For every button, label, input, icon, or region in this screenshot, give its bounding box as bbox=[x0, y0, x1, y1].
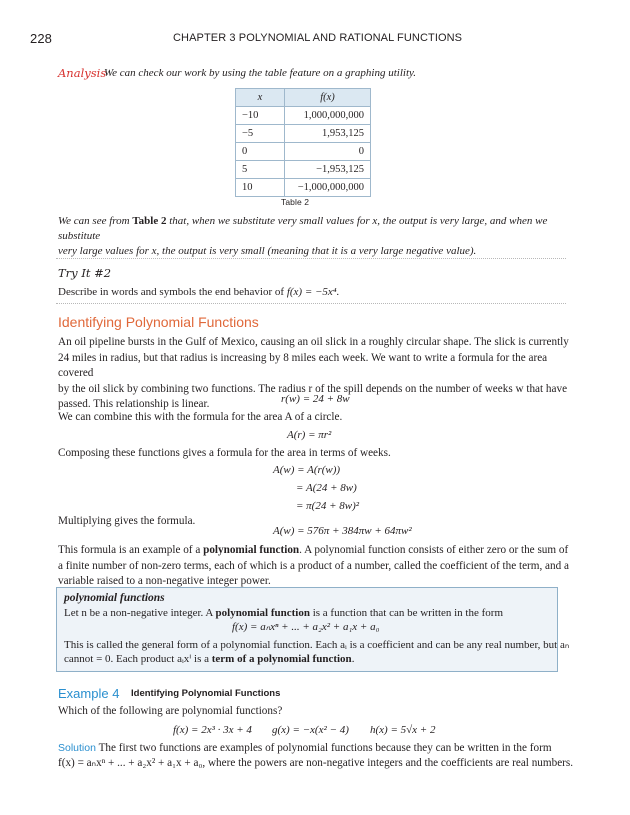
equation-composition-3: = π(24 + 8w)² bbox=[296, 500, 360, 512]
table-caption: Table 2 bbox=[281, 197, 310, 207]
try-it-formula: f(x) = −5x⁴. bbox=[286, 286, 340, 298]
try-it-text bbox=[58, 285, 339, 300]
table-header-row bbox=[236, 89, 371, 107]
analysis-label: Analysis bbox=[58, 66, 107, 80]
definition-text: Let n be a non-negative integer. A bbox=[64, 607, 216, 619]
paragraph-multiply: Multiplying gives the formula. bbox=[58, 515, 196, 527]
paragraph-line: 24 miles in radius, but that radius is increasing by 8 miles each week. We want to write a formula for the area covered bbox=[58, 351, 548, 380]
example-title: Identifying Polynomial Functions bbox=[131, 688, 281, 699]
conclusion-line2: very large values for x, the output is very small (meaning that it is a very large negative value). bbox=[58, 245, 477, 257]
analysis-text: We can check our work by using the table feature on a graphing utility. bbox=[104, 67, 417, 79]
conclusion-text bbox=[58, 214, 578, 259]
term-polynomial-function: polynomial function bbox=[203, 544, 300, 556]
function-h: h(x) = 5√x + 2 bbox=[370, 724, 436, 736]
paragraph-line: passed. This relationship is linear. bbox=[58, 398, 210, 411]
table-header-fx: f(x) bbox=[285, 89, 371, 107]
conclusion-post: that, when we substitute very small values for x, the output is very large, and when we substitute bbox=[58, 215, 548, 242]
equation-expanded: A(w) = 576π + 384πw + 64πw² bbox=[273, 525, 412, 537]
try-it-prompt: Describe in words and symbols the end behavior of bbox=[58, 286, 287, 298]
paragraph-compose: Composing these functions gives a formula for the area in terms of weeks. bbox=[58, 447, 391, 459]
example-question: Which of the following are polynomial functions? bbox=[58, 705, 283, 717]
paragraph-line: variable raised to a non-negative integer power. bbox=[58, 575, 271, 588]
paragraph-area-intro: We can combine this with the formula for the area A of a circle. bbox=[58, 411, 343, 423]
example-label: Example 4 bbox=[58, 686, 120, 701]
equation-radius: r(w) = 24 + 8w bbox=[281, 393, 350, 405]
conclusion-pre: We can see from bbox=[58, 215, 133, 227]
paragraph-line: An oil pipeline bursts in the Gulf of Mexico, causing an oil slick in a roughly circular shape. The slick is currently bbox=[58, 336, 569, 348]
solution-line-2: f(x) = aₙxⁿ + ... + a₂x² + a₁x + a₀, where the powers are non-negative integers and the coefficients are real numbers. bbox=[58, 757, 574, 769]
table-cell-fx: 1,000,000,000 bbox=[285, 107, 371, 125]
term-polynomial-function: polynomial function bbox=[215, 607, 310, 619]
table-row bbox=[236, 161, 371, 179]
definition-line-1 bbox=[64, 606, 503, 621]
definition-line-3 bbox=[64, 652, 354, 667]
table-header-x: x bbox=[236, 89, 285, 107]
divider bbox=[56, 303, 566, 304]
table-row bbox=[236, 179, 371, 197]
divider bbox=[56, 258, 566, 259]
table-cell-x: −5 bbox=[236, 125, 285, 143]
chapter-title: CHAPTER 3 POLYNOMIAL AND RATIONAL FUNCTIONS bbox=[173, 32, 463, 44]
function-f: f(x) = 2x³ · 3x + 4 bbox=[173, 724, 252, 736]
table-cell-fx: 0 bbox=[285, 143, 371, 161]
table-cell-x: −10 bbox=[236, 107, 285, 125]
function-g: g(x) = −x(x² − 4) bbox=[272, 724, 349, 736]
table-cell-x: 10 bbox=[236, 179, 285, 197]
table-row bbox=[236, 143, 371, 161]
solution-text: The first two functions are examples of polynomial functions because they can be written in the form bbox=[98, 742, 552, 754]
table-reference: Table 2 bbox=[132, 215, 167, 227]
solution-label: Solution bbox=[58, 742, 96, 754]
equation-area-circle: A(r) = πr² bbox=[287, 429, 332, 441]
table-cell-fx: 1,953,125 bbox=[285, 125, 371, 143]
definition-line-2: This is called the general form of a polynomial function. Each aᵢ is a coefficient and can be any real number, but aₙ bbox=[64, 639, 570, 651]
table-row bbox=[236, 125, 371, 143]
try-it-label: Try It #2 bbox=[58, 266, 112, 280]
table-cell-x: 5 bbox=[236, 161, 285, 179]
equation-composition-1: A(w) = A(r(w)) bbox=[273, 464, 341, 476]
definition-formula: f(x) = aₙxⁿ + ... + a₂x² + a₁x + a₀ bbox=[232, 621, 380, 633]
table-cell-fx: −1,953,125 bbox=[285, 161, 371, 179]
term-of-polynomial: term of a polynomial function bbox=[211, 653, 352, 665]
solution-line-1 bbox=[58, 741, 578, 757]
paragraph-line bbox=[58, 543, 578, 559]
definition-title: polynomial functions bbox=[64, 592, 165, 604]
paragraph-line: by the oil slick by combining two functions. The radius r of the spill depends on the number of weeks w that have bbox=[58, 382, 568, 395]
definition-text: is a function that can be written in the form bbox=[309, 607, 504, 619]
equation-composition-2: = A(24 + 8w) bbox=[296, 482, 357, 494]
definition-text: cannot = 0. Each product aᵢxⁱ is a bbox=[64, 653, 212, 665]
paragraph-text: This formula is an example of a bbox=[58, 544, 204, 556]
page-number: 228 bbox=[30, 31, 52, 46]
paragraph-text: . A polynomial function consists of either zero or the sum of bbox=[299, 544, 569, 556]
table-cell-fx: −1,000,000,000 bbox=[285, 179, 371, 197]
table-cell-x: 0 bbox=[236, 143, 285, 161]
section-heading: Identifying Polynomial Functions bbox=[58, 314, 259, 330]
paragraph-line: a finite number of non-zero terms, each of which is a product of a number, called the coefficient of the term, and a bbox=[58, 559, 569, 572]
values-table bbox=[235, 88, 371, 197]
table-row bbox=[236, 107, 371, 125]
paragraph-polynomial-intro bbox=[58, 543, 578, 590]
definition-text: . bbox=[351, 653, 355, 665]
